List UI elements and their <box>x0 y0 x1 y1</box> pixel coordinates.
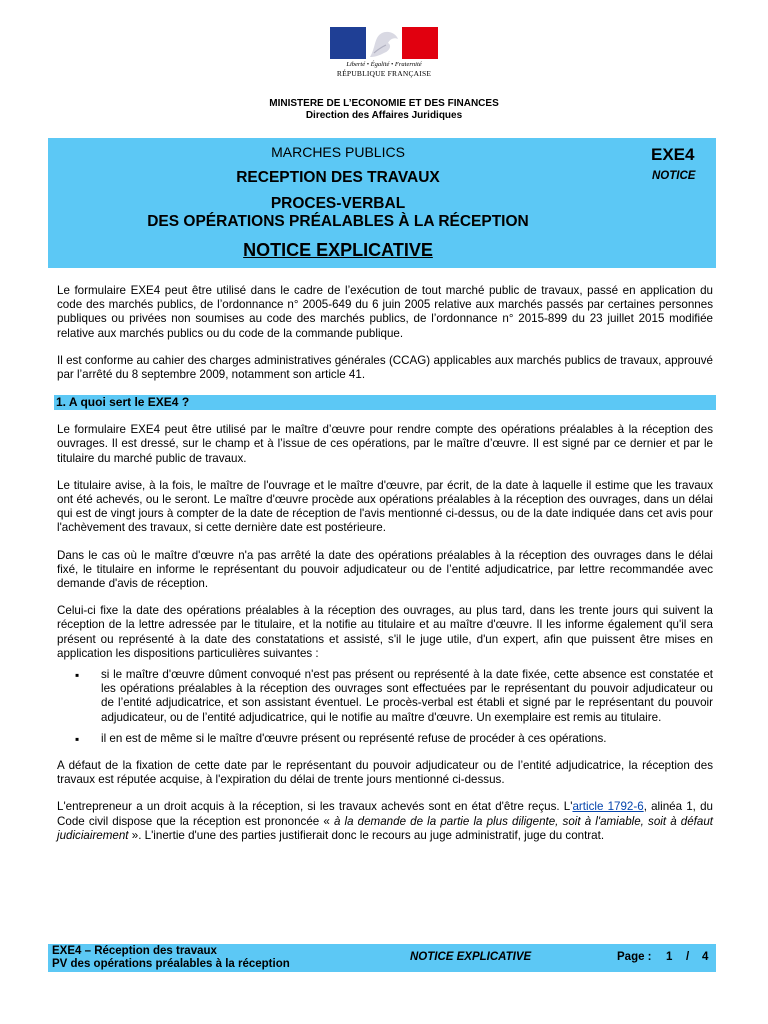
footer-form-subtitle: PV des opérations préalables à la réception <box>52 958 290 970</box>
ministry-name: MINISTERE DE L’ECONOMIE ET DES FINANCES <box>269 98 499 109</box>
republic-name: RÉPUBLIQUE FRANÇAISE <box>336 69 432 78</box>
page-current: 1 <box>666 951 673 963</box>
bullet-icon: ▪ <box>75 731 80 746</box>
paragraph-text: , alinéa 1, du Code civil dispose que la réception est prononcée « <box>57 800 713 828</box>
marianne-logo <box>330 27 438 78</box>
document-title-box <box>48 138 716 268</box>
section-paragraph-5: A défaut de la fixation de cette date par le représentant du pouvoir adjudicateur ou de l’entité adjudicatrice, la réception des travaux est réputée acquise, à l'expiration du délai de trente jours mentionné ci-dessus. <box>57 759 713 787</box>
page-label: Page : <box>617 951 652 963</box>
list-item-text: si le maître d'œuvre dûment convoqué n'est pas présent ou représenté à la date fixée, cette absence est constatée et les opérations préalables à la réception des ouvrages sont effectuées par le représentant du pouvoir adjudicateur ou de l’entité adjudicatrice, et son assistant éventuel. Le procès-verbal est établi et signé par le représentant du pouvoir adjudicateur, ou de l’entité adjudicatrice, qui le notifie au maître d'œuvre. Un exemplaire est remis au titulaire. <box>101 668 713 724</box>
section-paragraph-6 <box>57 800 713 843</box>
page-footer <box>48 944 716 972</box>
section-heading: 1. A quoi sert le EXE4 ? <box>54 395 716 410</box>
section-paragraph-1: Le formulaire EXE4 peut être utilisé par le maître d’œuvre pour rendre compte des opérations préalables à la réception des ouvrages. Il est dressé, sur le champ et à l’issue de ces opérations, par le maître d’œuvre. Il est signé par ce dernier et par le titulaire du marché public de travaux. <box>57 423 713 465</box>
title-line-2: DES OPÉRATIONS PRÉALABLES À LA RÉCEPTION <box>147 213 529 230</box>
civil-code-article-link[interactable]: article 1792-6 <box>572 800 644 814</box>
intro-paragraph-1: Le formulaire EXE4 peut être utilisé dans le cadre de l’exécution de tout marché public de travaux, passé en application du code des marchés publics, de l’ordonnance n° 2005-649 du 6 juin 2005 relative aux marchés passés par certaines personnes publiques ou privées non soumises au code des marchés publics, de l’ordonnance n° 2015-899 du 23 juillet 2015 modifiée relative aux marchés publics ou du code de la commande publique. <box>57 284 713 340</box>
document-subject: RECEPTION DES TRAVAUX <box>236 169 440 186</box>
ministry-heading <box>0 98 768 122</box>
intro-paragraph-2: Il est conforme au cahier des charges administratives générales (CCAG) applicables aux marchés publics de travaux, approuvé par l’arrêté du 8 septembre 2009, notamment son article 41. <box>57 353 713 382</box>
category-label: MARCHES PUBLICS <box>271 144 405 160</box>
list-item-text: il en est de même si le maître d'œuvre présent ou représenté refuse de procéder à ces opérations. <box>101 731 607 745</box>
notice-heading: NOTICE EXPLICATIVE <box>243 240 433 260</box>
tricolor-flag-icon <box>330 27 438 59</box>
page-separator: / <box>686 951 690 963</box>
document-body <box>57 284 713 856</box>
paragraph-text: L'entrepreneur a un droit acquis à la réception, si les travaux achevés sont en état d'être reçus. L' <box>57 800 573 814</box>
form-tag: NOTICE <box>652 170 696 182</box>
document-title <box>48 195 628 231</box>
section-paragraph-2: Le titulaire avise, à la fois, le maître de l'ouvrage et le maître d'œuvre, par écrit, de la date à laquelle il estime que les travaux ont été achevés, ou le seront. Le maître d'œuvre procède aux opérations préalables à la réception des ouvrages, dans un délai qui est de vingt jours à compter de la date de réception de l'avis mentionné ci-dessus, ou de la date indiquée dans cet avis pour l'achèvement des travaux, si cette dernière date est postérieure. <box>57 478 713 535</box>
quoted-text: à la demande de la partie la plus diligente, soit à l'amiable, soit à défaut judiciairement <box>57 814 714 842</box>
bullet-icon: ▪ <box>75 668 80 683</box>
list-item <box>57 668 713 725</box>
directorate-name: Direction des Affaires Juridiques <box>305 110 463 121</box>
list-item <box>57 732 713 746</box>
section-paragraph-3: Dans le cas où le maître d'œuvre n'a pas arrêté la date des opérations préalables à la réception des ouvrages dans le délai fixé, le titulaire en informe le représentant du pouvoir adjudicateur ou de l’entité adjudicatrice, par lettre recommandée avec demande d'avis de réception. <box>57 548 713 591</box>
section-paragraph-4: Celui-ci fixe la date des opérations préalables à la réception des ouvrages, au plus tard, dans les trente jours qui suivent la réception de la lettre adressée par le titulaire, et la notifie au titulaire et au maître d'œuvre. Il les informe également qu'il sera présent ou représenté à la date des constatations et assisté, s'il le juge utile, d'un expert, afin que puissent être mises en application les dispositions particulières suivantes : <box>57 604 713 660</box>
form-code: EXE4 <box>651 145 695 164</box>
footer-notice-label: NOTICE EXPLICATIVE <box>410 951 532 963</box>
paragraph-text: ». L'inertie d'une des parties justifierait donc le recours au juge administratif, juge du contrat. <box>128 828 605 842</box>
title-line-1: PROCES-VERBAL <box>270 195 406 212</box>
footer-form-title: EXE4 – Réception des travaux <box>52 945 217 957</box>
page-total: 4 <box>702 951 709 963</box>
republic-motto: Liberté • Égalité • Fraternité <box>346 61 422 68</box>
provisions-list <box>57 668 713 746</box>
